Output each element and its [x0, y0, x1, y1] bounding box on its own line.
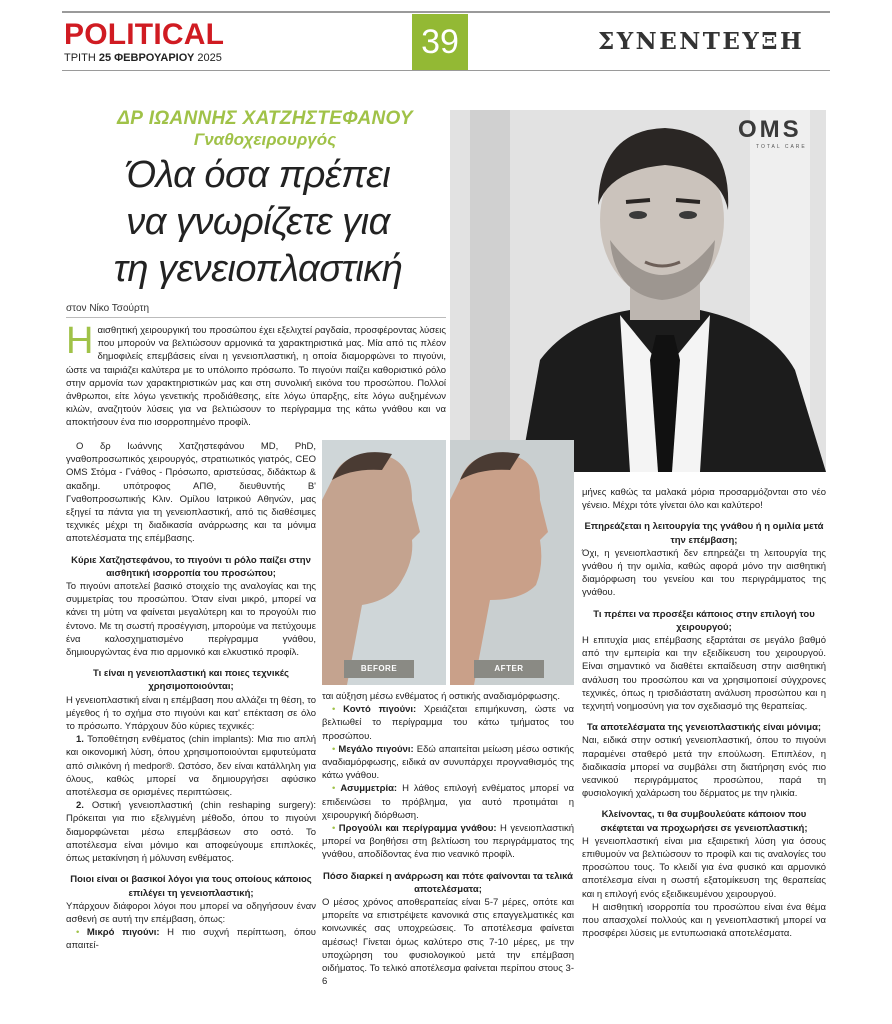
- bullet-2-title: Κοντό πιγούνι:: [343, 704, 417, 716]
- bullet-icon: •: [332, 743, 336, 755]
- bullet-icon: •: [332, 704, 336, 716]
- clinic-logo-tagline: TOTAL CARE: [756, 144, 807, 150]
- portrait-illustration: [450, 110, 826, 472]
- date-day-month: 25 ΦΕΒΡΟΥΑΡΙΟΥ: [98, 52, 195, 64]
- header-bottom-rule: [62, 70, 830, 71]
- column-2-continuation: ται αύξηση μέσω ενθέματος ή οστικής αναδιαμόρφωσης.: [322, 691, 561, 702]
- answer-3: Υπάρχουν διάφοροι λόγοι που μπορεί να οδηγήσουν έναν ασθενή σε αυτή την επέμβαση, όπως:: [66, 900, 316, 925]
- column-1: [66, 440, 316, 953]
- article-headline: [66, 152, 450, 293]
- bullet-3-title: Μεγάλο πιγούνι:: [338, 743, 414, 755]
- bullet-icon: •: [76, 927, 80, 939]
- before-label: BEFORE: [344, 660, 414, 678]
- bullet-5-text: Η γενειοπλαστική μπορεί να βοηθήσει στη βελτίωση του περιγράμματος της γνάθου, αποδίδοντας ένα πιο νεανικό προφίλ.: [322, 823, 574, 861]
- question-8: Κλείνοντας, τι θα συμβουλεύατε κάποιον που σκέφτεται να προχωρήσει σε γενειοπλαστική;: [600, 809, 808, 834]
- technique-1-number: 1.: [76, 734, 84, 746]
- column-2: [322, 690, 574, 988]
- technique-2-number: 2.: [76, 800, 84, 812]
- answer-4: Ο μέσος χρόνος αποθεραπείας είναι 5-7 μέρες, οπότε και μπορείτε να επιστρέψετε κανονικά στις επαγγελματικές και κοινωνικές σας υποχρεώσεις. Το αποτέλεσμα φαίνεται αμέσως! Γίνεται όμως καλύτερο στις 7-10 μέρες, με την υποχώρηση του φυσιολογικού μετά την επέμβαση οιδήματος. Το τελικό αποτέλεσμα φαίνεται περίπου στους 3-6: [322, 897, 574, 988]
- bullet-3-text: Εδώ απαιτείται μείωση μέσω οστικής αναδιαμόρφωσης, ειδικά αν συνυπάρχει προγναθισμός της κάτω γνάθου.: [322, 743, 574, 782]
- author-name: ΔΡ ΙΩΑΝΝΗΣ ΧΑΤΖΗΣΤΕΦΑΝΟΥ: [117, 108, 413, 129]
- headline-line-1: Όλα όσα πρέπει: [125, 154, 391, 196]
- answer-5: Όχι, η γενειοπλαστική δεν επηρεάζει τη λειτουργία της γνάθου ή την ομιλία, καθώς αφορά μόνο την αισθητική διαμόρφωση του γενείου και του περιγράμματος της γνάθου.: [582, 547, 826, 599]
- question-3: Ποιοι είναι οι βασικοί λόγοι για τους οποίους κάποιος επιλέγει τη γενειοπλαστική;: [70, 874, 312, 899]
- column-3: [582, 486, 826, 941]
- question-5: Επηρεάζεται η λειτουργία της γνάθου ή η ομιλία μετά την επέμβαση;: [584, 521, 824, 546]
- question-2: Τι είναι η γενειοπλαστική και ποιες τεχνικές χρησιμοποιούνται;: [92, 668, 290, 693]
- bio-paragraph: Ο δρ Ιωάννης Χατζηστεφάνου MD, PhD, γναθοπροσωπικός χειρουργός, στρατιωτικός γιατρός, CEO OMS Στόμα - Γνάθος - Πρόσωπο, αριστεύσας, διδάκτωρ & ακαδημ. υπότροφος ΑΠΘ, διευθυντής Β' Γναθοπροσωπικής Κλιν. Ομίλου Ιατρικού Αθηνών, μας εξηγεί τα πάντα για τη γενειοπλαστική, από τις διαθέσιμες τεχνικές μέχρι τη διαδικασία ανάρρωσης και τα μόνιμα αποτελέσματα της επέμβασης.: [66, 441, 316, 545]
- date-year: 2025: [197, 52, 222, 64]
- bullet-5-title: Προγούλι και περίγραμμα γνάθου:: [338, 823, 497, 835]
- headline-line-3: τη γενειοπλαστική: [113, 248, 403, 290]
- question-6: Τι πρέπει να προσέξει κάποιος στην επιλογή του χειρουργού;: [593, 608, 815, 633]
- answer-6: Η επιτυχία μιας επέμβασης εξαρτάται σε μεγάλο βαθμό από την εμπειρία και την εξειδίκευση του χειρουργού. Είναι σημαντικό να διαθέτει εκπαίδευση στην αισθητική ανάλυση του προσώπου και να χρησιμοποιεί σύγχρονες τεχνικές, όπως η τρισδιάστατη ανάλυση προσώπου και η τεχνητή νοημοσύνη για τον σχεδιασμό της θεραπείας.: [582, 635, 826, 713]
- clinic-logo: OMS: [738, 116, 802, 143]
- page-number: 39: [412, 14, 468, 70]
- author-role: Γναθοχειρουργός: [193, 130, 337, 149]
- intro-text: αισθητική χειρουργική του προσώπου έχει εξελιχτεί ραγδαία, προσφέροντας λύσεις που μπορούν να βελτιώσουν αρμονικά τα χαρακτηριστικά μας. Μία από τις πλέον δημοφιλείς επεμβάσεις είναι η γενειοπλαστική, η οποία διαμορφώνει το πιγούνι, ώστε να ταιριάζει καλύτερα με το υπόλοιπο πρόσωπο. Το πιγούνι παίζει καθοριστικό ρόλο στην αρμονία των χαρακτηριστικών μας και στη συνολική εικόνα του προσώπου. Πολλοί άνθρωποι, είτε λόγω γενετικής προδιάθεσης, είτε λόγω ύπαρξης, είτε λόγω αυξημένων κιλών, αναζητούν λύσεις για να βελτιώσουν το περίγραμμα της κάτω γνάθου και να αποκτήσουν ένα πιο ισορροπημένο προφίλ.: [66, 325, 446, 429]
- drop-cap: Η: [66, 320, 94, 362]
- answer-2: Η γενειοπλαστική είναι η επέμβαση που αλλάζει τη θέση, το μέγεθος ή το σχήμα στο πιγούνι και κατ' επέκταση σε όλο το πρόσωπο. Υπάρχουν δύο κύριες τεχνικές:: [66, 694, 316, 733]
- bullet-1-text: Η πιο συχνή περίπτωση, όπου απαιτεί-: [66, 927, 316, 952]
- byline-rule: [66, 317, 446, 318]
- technique-1: Τοποθέτηση ενθέματος (chin implants): Μια πιο απλή και οικονομική λύση, όπου χρησιμοποιούνται εμφυτεύματα από σιλικόνη ή medpor®. Ωστόσο, δεν είναι κατάλληλη για όλους, καθώς μπορεί να δημιουργήσει αφύσικο αποτέλεσμα σε ορισμένες περιπτώσεις.: [66, 734, 316, 799]
- byline: στον Νίκο Τσούρτη: [66, 303, 150, 314]
- bullet-4-text: Η λάθος επιλογή ενθέματος μπορεί να επιδεινώσει το πρόβλημα, για αυτό προτιμάται η χειρουργική διόρθωση.: [322, 783, 575, 821]
- intro-paragraph: [66, 320, 446, 430]
- answer-1: Το πιγούνι αποτελεί βασικό στοιχείο της αναλογίας και της συμμετρίας του προσώπου. Όταν είναι μικρό, μπορεί να κάνει τη μύτη να φαίνεται μεγαλύτερη και το προγούλι πιο έντονο. Με τη σωστή προσέγγιση, μπορούμε να πετύχουμε ένα καλοσχηματισμένο περίγραμμα γνάθου, δημιουργώντας ένα πιο αρμονικό και ελκυστικό προφίλ.: [66, 581, 316, 659]
- bullet-icon: •: [332, 783, 336, 795]
- bullet-icon: •: [332, 823, 336, 835]
- answer-8: Η γενειοπλαστική είναι μια εξαιρετική λύση για όσους επιθυμούν να βελτιώσουν το προφίλ και τις αναλογίες του προσώπου τους. Το κλειδί για ένα φυσικό και αρμονικό αποτέλεσμα είναι η σωστή εξατομίκευση της θεραπείας και η επιλογή ενός εξειδικευμένου χειρουργού.: [582, 835, 826, 900]
- bullet-4-title: Ασυμμετρία:: [340, 783, 398, 795]
- header-top-rule: [62, 11, 830, 13]
- question-1: Κύριε Χατζηστεφάνου, το πιγούνι τι ρόλο παίζει στην αισθητική ισορροπία του προσώπου;: [71, 554, 311, 579]
- section-title: ΣΥΝΕΝΤΕΥΞΗ: [598, 28, 805, 55]
- issue-date: [64, 52, 222, 64]
- column-3-continuation: μήνες καθώς τα μαλακά μόρια προσαρμόζονται στο νέο γένειο. Μέχρι τότε γίνεται όλο και καλύτερο!: [582, 487, 826, 512]
- technique-2: Οστική γενειοπλαστική (chin reshaping surgery): Πρόκειται για πιο εξελιγμένη μέθοδο, όπου το πιγούνι διαμορφώνεται μέσω επεμβάσεων στο οστό. Το αποτέλεσμα είναι μόνιμο και αποφεύγουμε επιπλοκές, όπως μετακίνηση ή μόλυνση ενθέματος.: [66, 800, 317, 865]
- newspaper-logo: POLITICAL: [64, 18, 225, 51]
- before-after-photo: [322, 440, 574, 685]
- headline-line-2: να γνωρίζετε για: [126, 201, 390, 243]
- bullet-2-text: Χρειάζεται επιμήκυνση, ώστε να βελτιωθεί το περίγραμμα του κάτω τμήματος του προσώπου.: [322, 704, 574, 742]
- bullet-1-title: Μικρό πιγούνι:: [86, 927, 160, 939]
- before-after-illustration: [322, 440, 574, 685]
- closing-paragraph: Η αισθητική ισορροπία του προσώπου είναι ένα θέμα που απασχολεί πολλούς και η γενειοπλαστική μπορεί να προσφέρει λύσεις με εντυπωσιακά αποτελέσματα.: [582, 901, 826, 940]
- question-4: Πόσο διαρκεί η ανάρρωση και πότε φαίνονται τα τελικά αποτελέσματα;: [323, 870, 573, 895]
- doctor-portrait-photo: [450, 110, 826, 472]
- date-weekday: ΤΡΙΤΗ: [64, 52, 96, 64]
- question-7: Τα αποτελέσματα της γενειοπλαστικής είναι μόνιμα;: [586, 722, 822, 734]
- answer-7: Ναι, ειδικά στην οστική γενειοπλαστική, όπου το πιγούνι παραμένει σταθερό μετά την επούλωση. Επιπλέον, η διαδικασία μπορεί να συμβάλει στη διατήρηση ενός πιο νεανικού περιγράμματος προσώπου, παρά τη φυσιολογική χαλάρωση του δέρματος με την ηλικία.: [582, 735, 826, 800]
- after-label: AFTER: [474, 660, 544, 678]
